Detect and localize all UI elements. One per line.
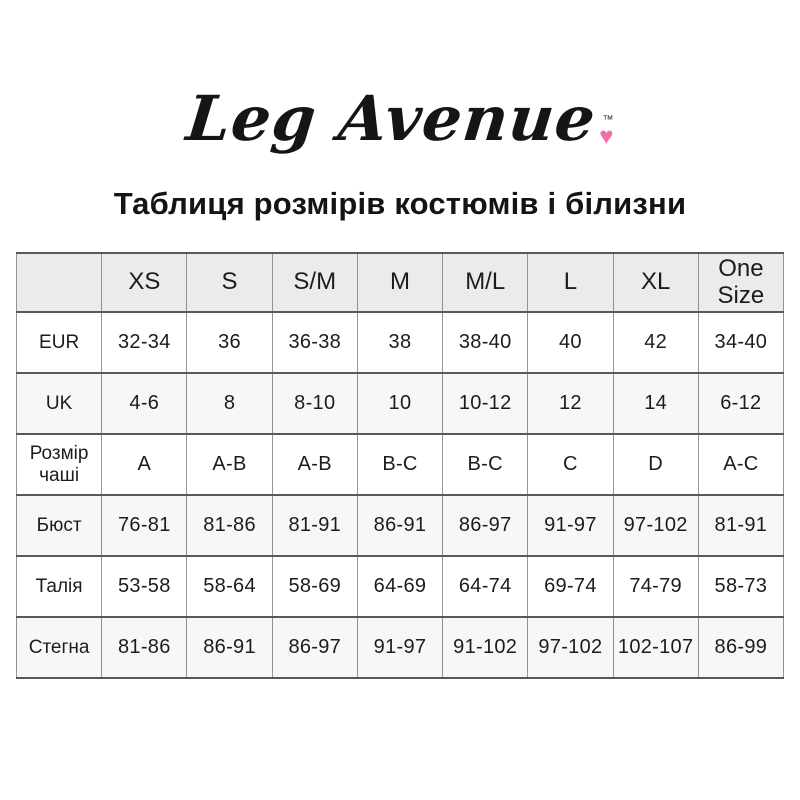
corner-cell [17, 253, 102, 312]
size-value-cell: 86-91 [187, 617, 272, 678]
size-value-cell: 53-58 [102, 556, 187, 617]
size-value-cell: 86-91 [357, 495, 442, 556]
size-table-header [17, 253, 784, 312]
size-value-cell: A-C [698, 434, 783, 495]
size-value-cell: 32-34 [102, 312, 187, 373]
page-title: Таблиця розмірів костюмів і білизни [113, 186, 687, 221]
size-value-cell: 40 [528, 312, 613, 373]
size-value-cell: 74-79 [613, 556, 698, 617]
table-row [17, 556, 784, 617]
size-value-cell: 81-86 [102, 617, 187, 678]
size-value-cell: 4-6 [102, 373, 187, 434]
brand-logo-text: Leg Avenue [182, 82, 600, 155]
table-row [17, 495, 784, 556]
size-value-cell: 8-10 [272, 373, 357, 434]
size-value-cell: 6-12 [698, 373, 783, 434]
size-value-cell: D [613, 434, 698, 495]
brand-logo [0, 58, 800, 155]
table-row [17, 373, 784, 434]
size-value-cell: 8 [187, 373, 272, 434]
row-label-cell: UK [17, 373, 102, 434]
size-value-cell: C [528, 434, 613, 495]
size-value-cell: 97-102 [613, 495, 698, 556]
column-header-cell: M [357, 253, 442, 312]
row-label-cell: Бюст [17, 495, 102, 556]
column-header-cell: XS [102, 253, 187, 312]
column-header-cell: One Size [698, 253, 783, 312]
column-header-cell: XL [613, 253, 698, 312]
size-value-cell: 81-91 [698, 495, 783, 556]
size-value-cell: 76-81 [102, 495, 187, 556]
size-value-cell: 69-74 [528, 556, 613, 617]
table-row [17, 312, 784, 373]
size-value-cell: 81-91 [272, 495, 357, 556]
size-value-cell: 12 [528, 373, 613, 434]
size-table [16, 252, 784, 679]
row-label-cell: EUR [17, 312, 102, 373]
size-value-cell: 102-107 [613, 617, 698, 678]
size-value-cell: 10-12 [443, 373, 528, 434]
size-value-cell: 86-97 [272, 617, 357, 678]
column-header-cell: S/M [272, 253, 357, 312]
row-label-cell: Стегна [17, 617, 102, 678]
table-row [17, 617, 784, 678]
column-header-cell: M/L [443, 253, 528, 312]
size-value-cell: 38 [357, 312, 442, 373]
size-value-cell: 86-97 [443, 495, 528, 556]
size-value-cell: 36-38 [272, 312, 357, 373]
table-row [17, 434, 784, 495]
size-value-cell: 14 [613, 373, 698, 434]
trademark-symbol: ™ [602, 114, 614, 127]
size-value-cell: A [102, 434, 187, 495]
size-value-cell: 10 [357, 373, 442, 434]
size-value-cell: 91-102 [443, 617, 528, 678]
size-value-cell: 58-64 [187, 556, 272, 617]
size-value-cell: 97-102 [528, 617, 613, 678]
size-value-cell: 64-74 [443, 556, 528, 617]
size-value-cell: 91-97 [528, 495, 613, 556]
size-value-cell: 58-69 [272, 556, 357, 617]
row-label-cell: Талія [17, 556, 102, 617]
size-value-cell: B-C [443, 434, 528, 495]
row-label-cell: Розмір чаші [17, 434, 102, 495]
column-header-cell: S [187, 253, 272, 312]
column-header-cell: L [528, 253, 613, 312]
size-value-cell: 86-99 [698, 617, 783, 678]
size-value-cell: 42 [613, 312, 698, 373]
size-table-header-row [17, 253, 784, 312]
size-value-cell: 81-86 [187, 495, 272, 556]
size-value-cell: 34-40 [698, 312, 783, 373]
size-value-cell: 64-69 [357, 556, 442, 617]
size-value-cell: A-B [272, 434, 357, 495]
heart-icon: ♥ [599, 123, 614, 151]
size-value-cell: B-C [357, 434, 442, 495]
size-value-cell: 58-73 [698, 556, 783, 617]
size-value-cell: 38-40 [443, 312, 528, 373]
size-value-cell: 36 [187, 312, 272, 373]
size-value-cell: A-B [187, 434, 272, 495]
brand-logo-mark [599, 115, 613, 150]
size-table-body [17, 312, 784, 678]
size-value-cell: 91-97 [357, 617, 442, 678]
